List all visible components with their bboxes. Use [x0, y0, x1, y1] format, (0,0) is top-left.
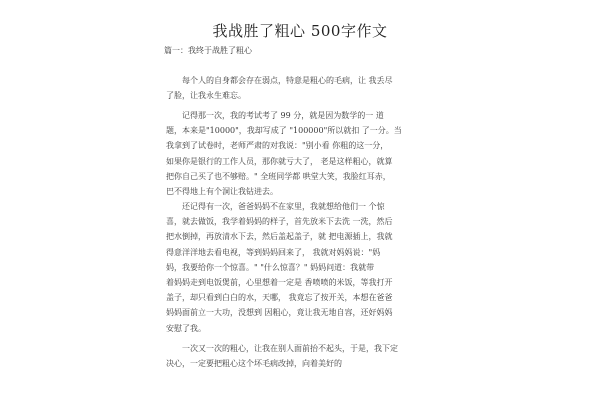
text-line: 还记得有一次，爸爸妈妈不在家里，我就想给他们一 个惊	[166, 202, 385, 211]
text-line: 妈，我要给你一个惊喜。" "什么惊喜？" 妈妈问道：我就带	[166, 262, 375, 272]
document-subtitle: 篇一：我终于战胜了粗心	[164, 46, 252, 55]
text-line: 如果你是银行的工作人员，那你就亏大了， 老是这样粗心，就算	[166, 156, 393, 166]
text-line: 我拿到了试卷时，老师严肃的对我说："别小看 你粗的这一分，	[166, 141, 389, 151]
text-line: 得意洋洋地去看电视，等到妈妈回来了， 我就对妈妈说："妈	[166, 247, 381, 257]
text-line: 妈妈面前立一大功，没想到 因粗心，竟让我无地自容，还好妈妈	[166, 308, 393, 318]
text-line: 盖子，却只看到白白的水，天哪， 我竟忘了按开关，本想在爸爸	[166, 293, 393, 303]
text-line: 巴不得地上有个洞让我钻进去。	[166, 187, 278, 197]
text-line: 记得那一次，我的考试考了 99 分，就是因为数学的一 道	[166, 111, 384, 120]
text-line: 把水倒掉，再放清水下去，然后盖起盖子，就 把电源插上，我就	[166, 232, 393, 242]
text-line: 喜，就去做饭，我学着妈妈的样子，首先放米下去洗 一洗，然后	[166, 217, 393, 227]
text-line: 每个人的自身都会存在弱点，特意是粗心的毛病，让 我丢尽	[166, 76, 393, 85]
text-line: 决心，一定要把粗心这个坏毛病改掉，向着美好的	[166, 359, 342, 369]
paragraph-1	[166, 73, 436, 103]
paragraph-3	[166, 199, 436, 336]
text-line: 着妈妈走到电饭煲前，心里想着一定是 香喷喷的米饭，等我打开	[166, 278, 393, 288]
paragraph-2	[166, 108, 436, 199]
document-title: 我战胜了粗心 500字作文	[212, 22, 388, 40]
text-line: 一次又一次的粗心，让我在别人面前抬不起头，于是，我下定	[166, 344, 398, 353]
text-line: 题，本来是"10000"，我却写成了 "100000"所以就扣 了一分。当	[166, 126, 402, 136]
paragraph-4	[166, 341, 436, 371]
text-line: 把你自己买了也不够赔。" 全班同学都 哄堂大笑，我脸红耳赤，	[166, 171, 391, 181]
text-line: 安慰了我。	[166, 323, 206, 333]
text-line: 了脸，让我永生难忘。	[166, 91, 246, 101]
